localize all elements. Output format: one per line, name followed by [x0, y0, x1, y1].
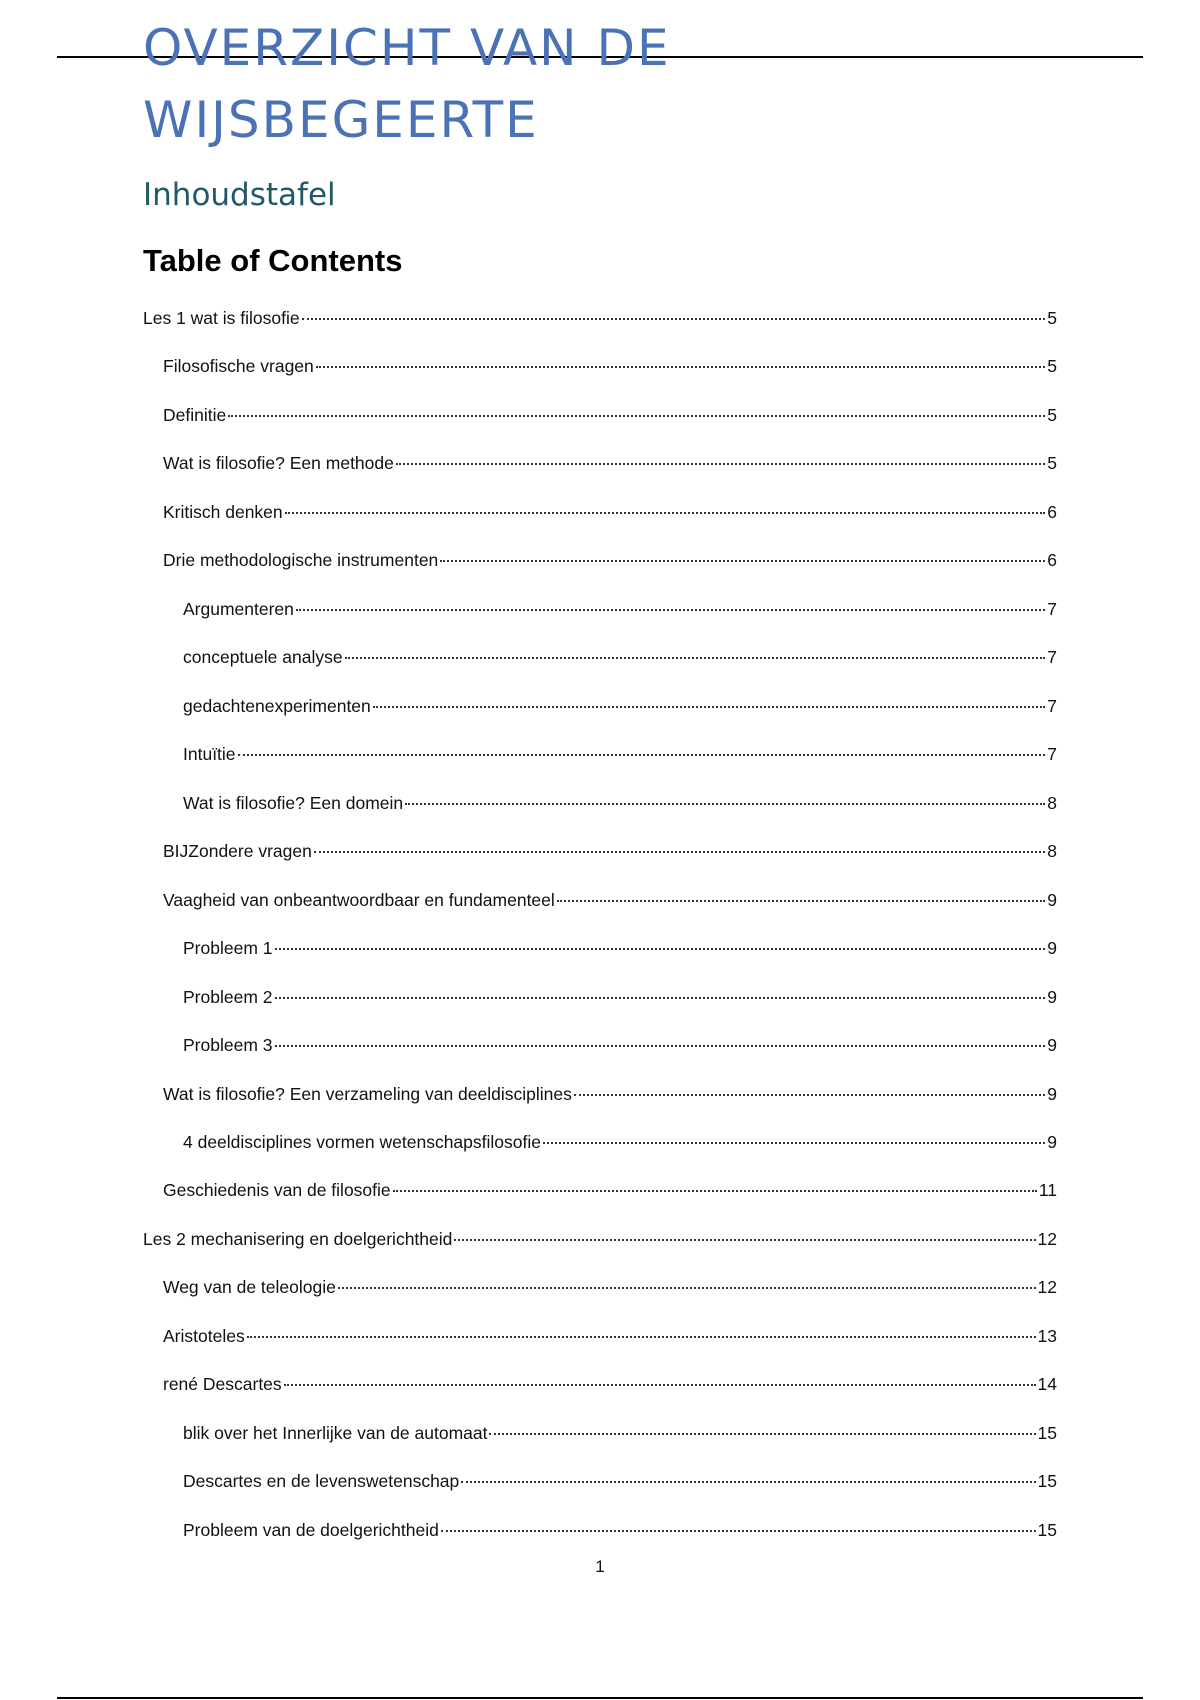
toc-entry-text: Probleem 1	[183, 938, 273, 959]
toc-entry[interactable]	[143, 1423, 1057, 1471]
toc-entry[interactable]	[143, 1277, 1057, 1325]
toc-entry-page: 12	[1037, 1228, 1057, 1249]
toc-entry-text: Probleem 2	[183, 986, 273, 1007]
toc-entry-text: Wat is filosofie? Een methode	[163, 453, 394, 474]
toc-entry-page: 5	[1047, 356, 1057, 377]
toc-entry-text: Wat is filosofie? Een domein	[183, 792, 404, 813]
toc-dot-leader	[454, 1239, 1035, 1241]
toc-entry[interactable]	[143, 1326, 1057, 1374]
toc-dot-leader	[275, 948, 1046, 950]
toc-entry[interactable]	[143, 1180, 1057, 1228]
toc-entry[interactable]	[143, 1229, 1057, 1277]
toc-entry-text: rené Descartes	[163, 1374, 282, 1395]
toc-entry-page: 9	[1047, 1131, 1057, 1152]
toc-dot-leader	[345, 657, 1046, 659]
toc-entry-text: Wat is filosofie? Een verzameling van deeldisciplines	[163, 1083, 572, 1104]
toc-dot-leader	[543, 1142, 1045, 1144]
toc-entry-text: Filosofische vragen	[163, 356, 314, 377]
toc-entry[interactable]	[143, 793, 1057, 841]
toc-entry[interactable]	[143, 696, 1057, 744]
toc-entry-page: 8	[1047, 841, 1057, 862]
toc-dot-leader	[275, 997, 1046, 999]
toc-entry-page: 6	[1047, 550, 1057, 571]
toc-dot-leader	[296, 609, 1045, 611]
toc-entry-text: Drie methodologische instrumenten	[163, 550, 439, 571]
toc-entry-page: 7	[1047, 744, 1057, 765]
toc-entry-page: 7	[1047, 695, 1057, 716]
toc-entry-page: 13	[1037, 1325, 1057, 1346]
toc-dot-leader	[393, 1190, 1037, 1192]
toc-entry-page: 5	[1047, 404, 1057, 425]
toc-entry-page: 9	[1047, 1035, 1057, 1056]
toc-entry-page: 15	[1037, 1471, 1057, 1492]
toc-entry[interactable]	[143, 453, 1057, 501]
toc-heading: Table of Contents	[143, 243, 403, 278]
toc-dot-leader	[461, 1481, 1035, 1483]
toc-dot-leader	[405, 803, 1045, 805]
toc-entry-text: Vaagheid van onbeantwoordbaar en fundamenteel	[163, 889, 555, 910]
toc-dot-leader	[285, 512, 1046, 514]
toc-entry-page: 8	[1047, 792, 1057, 813]
toc-entry[interactable]	[143, 308, 1057, 356]
document-title: OVERZICHT VAN DE WIJSBEGEERTE	[143, 19, 671, 149]
toc-entry-page: 5	[1047, 453, 1057, 474]
toc-dot-leader	[302, 318, 1046, 320]
toc-dot-leader	[574, 1094, 1045, 1096]
toc-entry[interactable]	[143, 744, 1057, 792]
toc-entry[interactable]	[143, 1471, 1057, 1519]
toc-entry[interactable]	[143, 647, 1057, 695]
toc-entry-text: Les 2 mechanisering en doelgerichtheid	[143, 1228, 453, 1249]
toc-dot-leader	[489, 1433, 1035, 1435]
toc-entry-page: 9	[1047, 986, 1057, 1007]
toc-entry-text: 4 deeldisciplines vormen wetenschapsfilosofie	[183, 1131, 541, 1152]
toc-entry-page: 15	[1037, 1422, 1057, 1443]
toc-entry-text: conceptuele analyse	[183, 647, 343, 668]
toc-entry[interactable]	[143, 841, 1057, 889]
toc-entry-text: Kritisch denken	[163, 501, 283, 522]
toc-dot-leader	[557, 900, 1045, 902]
toc-entry-page: 9	[1047, 889, 1057, 910]
toc-dot-leader	[441, 1530, 1036, 1532]
toc-dot-leader	[316, 366, 1045, 368]
toc-entry-text: Aristoteles	[163, 1325, 245, 1346]
toc-dot-leader	[440, 560, 1045, 562]
toc-entry[interactable]	[143, 890, 1057, 938]
toc-entry-page: 14	[1037, 1374, 1057, 1395]
toc-entry-text: gedachtenexperimenten	[183, 695, 371, 716]
toc-entry-page: 11	[1038, 1180, 1057, 1201]
toc-entry[interactable]	[143, 987, 1057, 1035]
toc-entry-text: Geschiedenis van de filosofie	[163, 1180, 391, 1201]
toc-entry-page: 5	[1047, 308, 1057, 328]
toc-entry[interactable]	[143, 938, 1057, 986]
footer-rule	[57, 1697, 1143, 1699]
toc-entry-page: 9	[1047, 938, 1057, 959]
toc-dot-leader	[373, 706, 1045, 708]
toc-entry[interactable]	[143, 550, 1057, 598]
toc-dot-leader	[338, 1287, 1036, 1289]
toc-entry[interactable]	[143, 599, 1057, 647]
toc-entry-text: Probleem van de doelgerichtheid	[183, 1519, 439, 1540]
toc-entry[interactable]	[143, 1132, 1057, 1180]
toc-dot-leader	[247, 1336, 1036, 1338]
toc-dot-leader	[284, 1384, 1036, 1386]
toc-entry-page: 7	[1047, 647, 1057, 668]
toc-entry-page: 6	[1047, 501, 1057, 522]
toc-entry-page: 7	[1047, 598, 1057, 619]
toc-dot-leader	[396, 463, 1045, 465]
toc-entry-text: Les 1 wat is filosofie	[143, 308, 300, 328]
toc-entry[interactable]	[143, 1084, 1057, 1132]
page-number: 1	[595, 1557, 605, 1576]
toc-entry-text: Intuïtie	[183, 744, 236, 765]
document-subtitle: Inhoudstafel	[143, 177, 336, 213]
toc-dot-leader	[314, 851, 1045, 853]
toc-entry-text: Probleem 3	[183, 1035, 273, 1056]
toc-dot-leader	[238, 754, 1046, 756]
toc-entry-text: Definitie	[163, 404, 227, 425]
toc-entry-text: Weg van de teleologie	[163, 1277, 336, 1298]
toc-entry-page: 15	[1037, 1519, 1057, 1540]
toc-entry[interactable]	[143, 1035, 1057, 1083]
toc-entry-text: blik over het Innerlijke van de automaat	[183, 1422, 488, 1443]
toc-entry[interactable]	[143, 356, 1057, 404]
table-of-contents	[143, 308, 1057, 1568]
toc-dot-leader	[275, 1045, 1046, 1047]
toc-dot-leader	[228, 415, 1045, 417]
toc-entry[interactable]	[143, 502, 1057, 550]
toc-entry-text: Argumenteren	[183, 598, 294, 619]
toc-entry[interactable]	[143, 405, 1057, 453]
toc-entry[interactable]	[143, 1374, 1057, 1422]
toc-entry-page: 12	[1037, 1277, 1057, 1298]
toc-entry-text: Descartes en de levenswetenschap	[183, 1471, 460, 1492]
toc-entry-page: 9	[1047, 1083, 1057, 1104]
toc-entry-text: BIJZondere vragen	[163, 841, 312, 862]
